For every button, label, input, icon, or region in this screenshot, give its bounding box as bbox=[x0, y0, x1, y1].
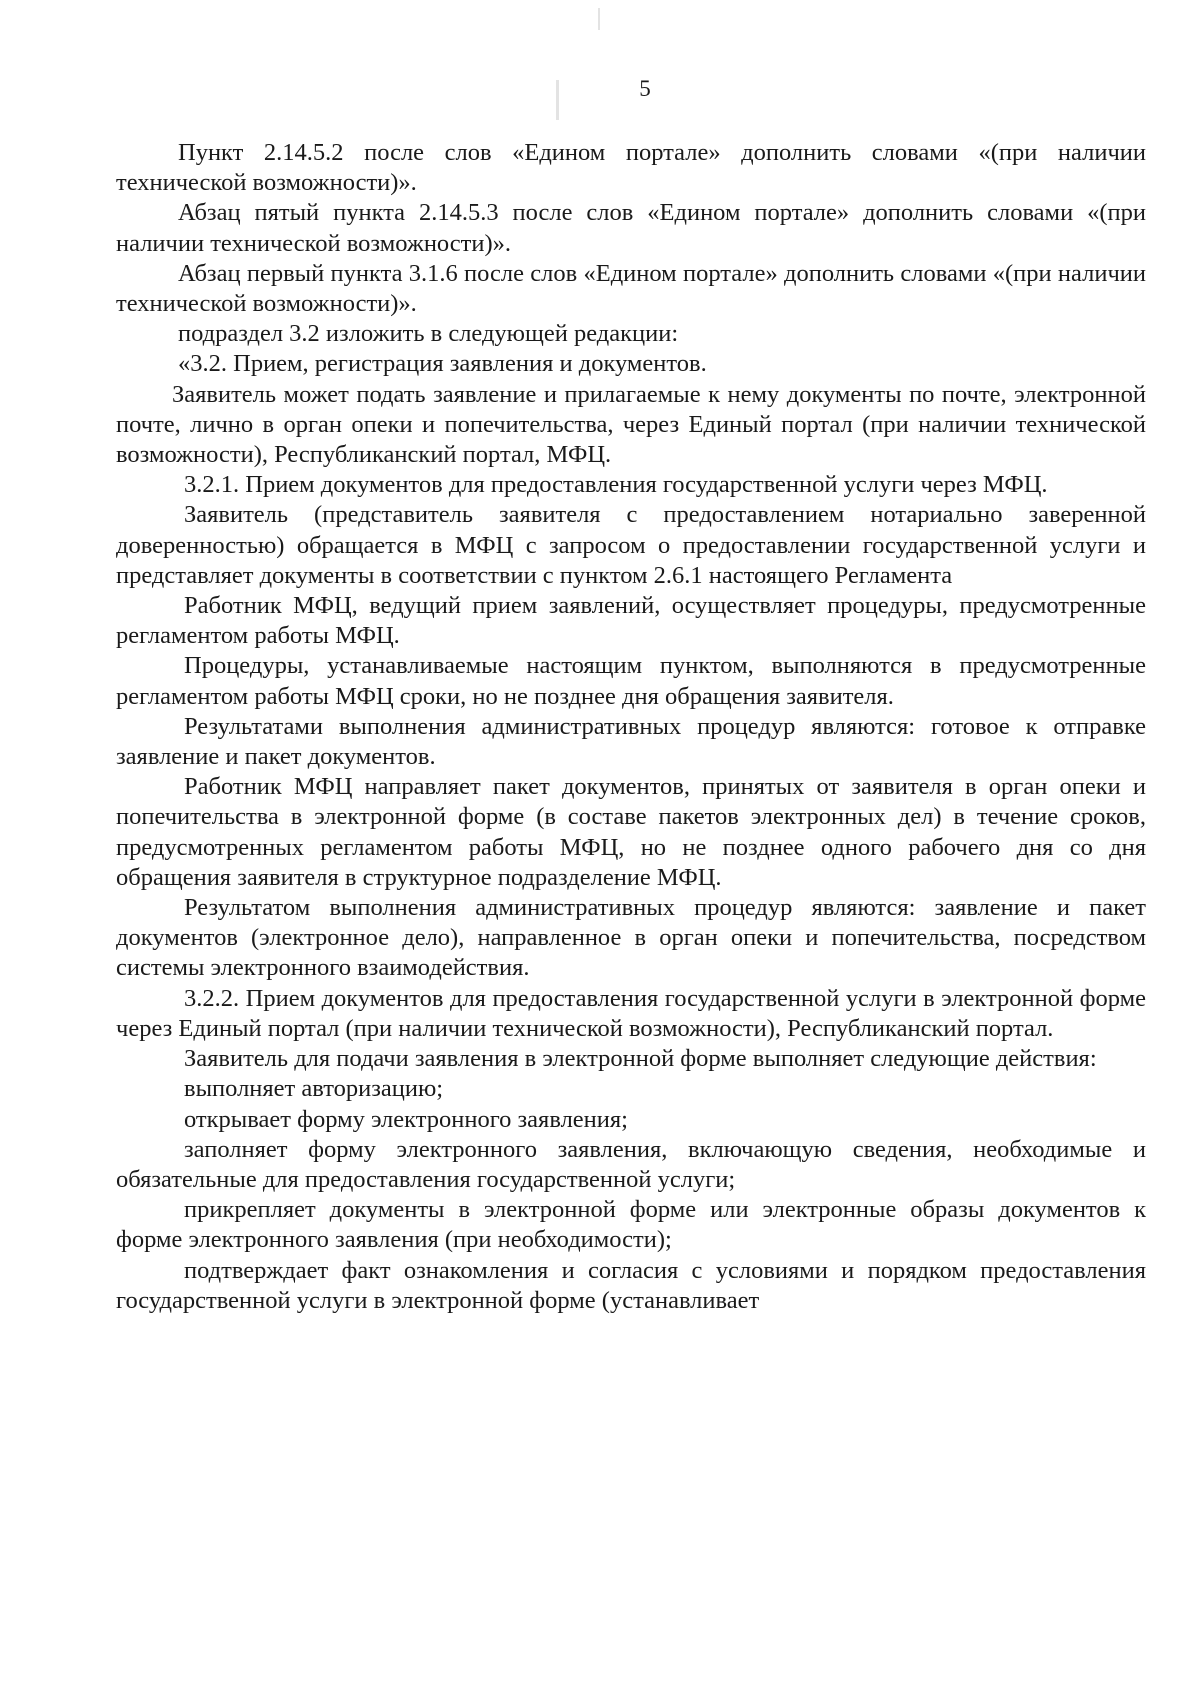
paragraph: Процедуры, устанавливаемые настоящим пунктом, выполняются в предусмотренные регламентом работы МФЦ сроки, но не позднее дня обращения заявителя. bbox=[116, 652, 1146, 710]
paragraph: Заявитель для подачи заявления в электронной форме выполняет следующие действия: bbox=[184, 1045, 1097, 1073]
paragraph: Заявитель (представитель заявителя с предоставлением нотариально заверенной доверенностью) обращается в МФЦ с запросом о предоставлении государственной услуги и представляет документы в соответствии с пунктом 2.6.1 настоящего Регламента bbox=[116, 501, 1146, 589]
list-item: открывает форму электронного заявления; bbox=[184, 1105, 628, 1133]
paragraph: Абзац пятый пункта 2.14.5.3 после слов «Едином портале» дополнить словами «(при наличии технической возможности)». bbox=[116, 199, 1146, 257]
paragraph: Заявитель может подать заявление и прилагаемые к нему документы по почте, электронной почте, лично в орган опеки и попечительства, через Единый портал (при наличии технической возможности), Республиканский портал, МФЦ. bbox=[116, 380, 1146, 469]
list-item: выполняет авторизацию; bbox=[184, 1075, 444, 1103]
list-item: заполняет форму электронного заявления, включающую сведения, необходимые и обязательные для предоставления государственной услуги; bbox=[116, 1135, 1146, 1193]
list-item: прикрепляет документы в электронной форме или электронные образы документов к форме электронного заявления (при необходимости); bbox=[116, 1196, 1146, 1254]
document-body bbox=[116, 138, 1146, 1316]
paragraph: «3.2. Прием, регистрация заявления и документов. bbox=[178, 350, 707, 378]
paragraph: Абзац первый пункта 3.1.6 после слов «Едином портале» дополнить словами «(при наличии технической возможности)». bbox=[116, 259, 1146, 318]
paragraph: Пункт 2.14.5.2 после слов «Едином портале» дополнить словами «(при наличии технической возможности)». bbox=[116, 139, 1146, 197]
scan-artifact bbox=[598, 8, 600, 30]
list-item: подтверждает факт ознакомления и согласия с условиями и порядком предоставления государственной услуги в электронной форме (устанавливает bbox=[116, 1256, 1146, 1314]
paragraph: Работник МФЦ, ведущий прием заявлений, осуществляет процедуры, предусмотренные регламентом работы МФЦ. bbox=[116, 592, 1146, 650]
paragraph: подраздел 3.2 изложить в следующей редакции: bbox=[178, 320, 679, 348]
paragraph: Результатом выполнения административных процедур являются: заявление и пакет документов (электронное дело), направленное в орган опеки и попечительства, посредством системы электронного взаимодействия. bbox=[116, 894, 1146, 982]
paragraph: Работник МФЦ направляет пакет документов, принятых от заявителя в орган опеки и попечительства в электронной форме (в составе пакетов электронных дел) в течение сроков, предусмотренных регламентом работы МФЦ, но не позднее одного рабочего дня со дня обращения заявителя в структурное подразделение МФЦ. bbox=[116, 773, 1146, 891]
section-heading: 3.2.1. Прием документов для предоставления государственной услуги через МФЦ. bbox=[184, 471, 1048, 499]
section-heading: 3.2.2. Прием документов для предоставления государственной услуги в электронной форме через Единый портал (при наличии технической возможности), Республиканский портал. bbox=[116, 984, 1146, 1042]
page-number: 5 bbox=[639, 76, 651, 101]
paragraph: Результатами выполнения административных процедур являются: готовое к отправке заявление и пакет документов. bbox=[116, 712, 1146, 771]
